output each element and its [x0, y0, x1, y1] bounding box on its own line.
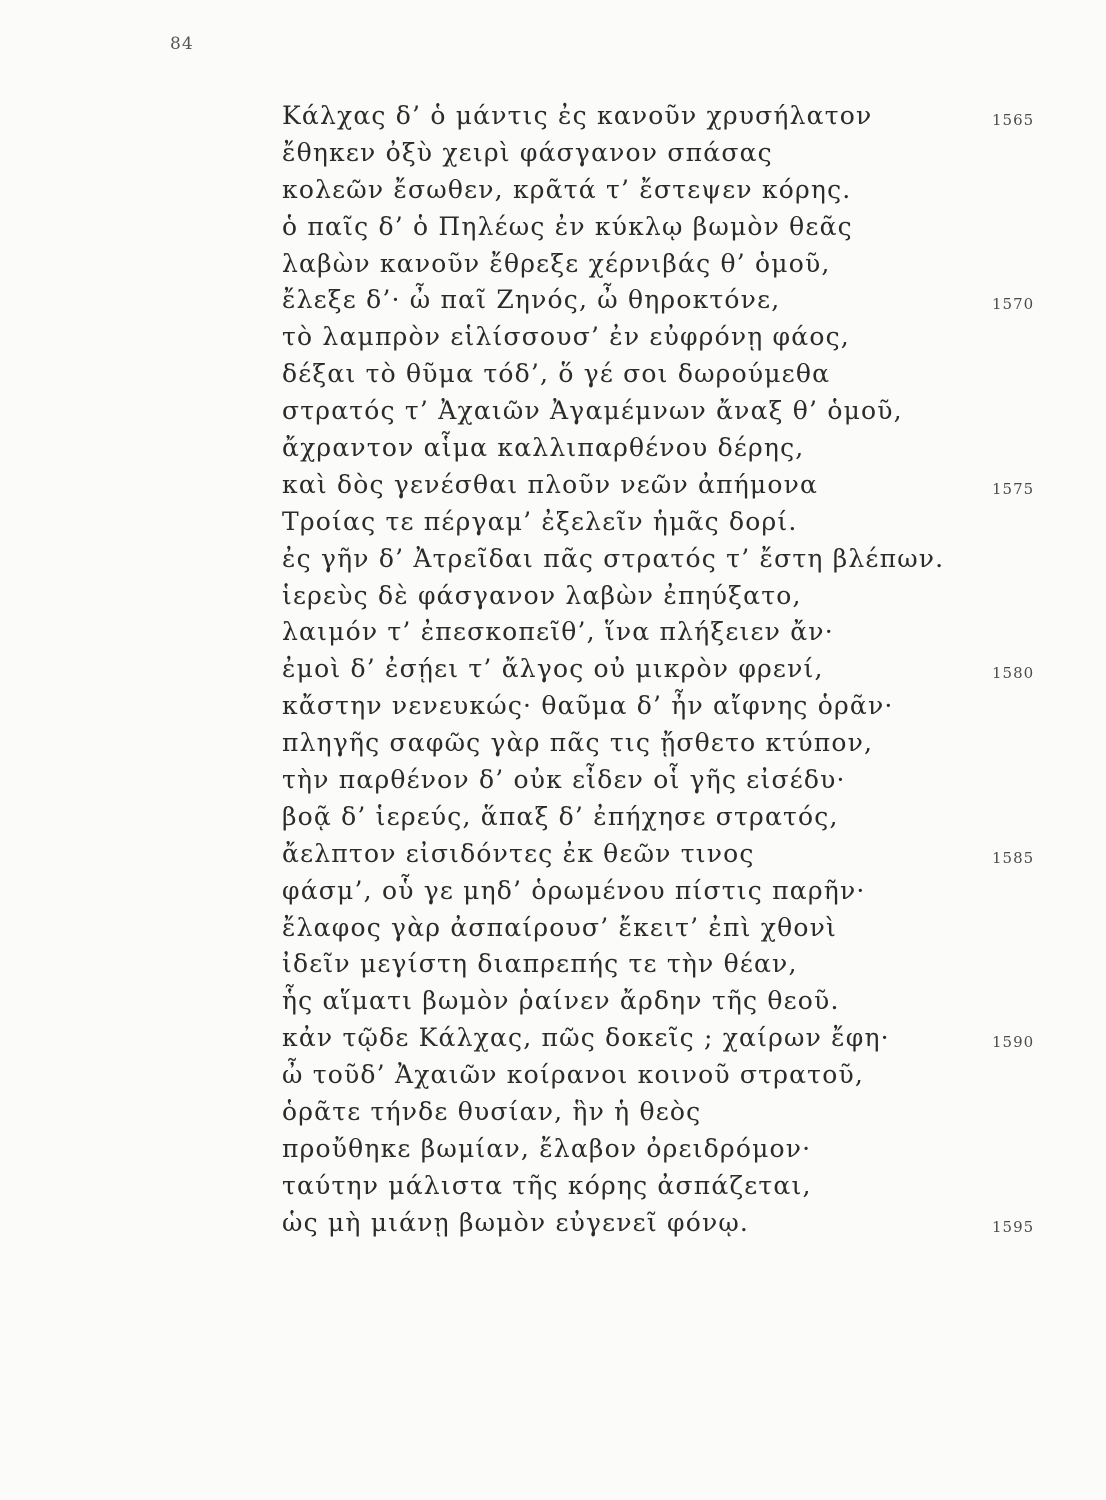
verse-text: Τροίας τε πέργαμ’ ἐξελεῖν ἡμᾶς δορί. [282, 506, 798, 536]
verse-text: ὁ παῖς δ’ ὁ Πηλέως ἐν κύκλῳ βωμὸν θεᾶς [282, 211, 853, 241]
verse-text: ἔλεξε δ’· ὦ παῖ Ζηνός, ὦ θηροκτόνε, [282, 285, 781, 315]
verse-text: τὴν παρθένον δ’ οὐκ εἶδεν οἷ γῆς εἰσέδυ· [282, 765, 846, 795]
verse-line [282, 319, 1082, 356]
verse-line [282, 1131, 1082, 1168]
verse-text: προὔθηκε βωμίαν, ἔλαβον ὀρειδρόμον· [282, 1133, 812, 1163]
verse-line [282, 172, 1082, 209]
page-number: 84 [170, 34, 194, 54]
verse-line [282, 1020, 1082, 1057]
verse-line [282, 246, 1082, 283]
verse-text: ἔλαφος γὰρ ἀσπαίρουσ’ ἔκειτ’ ἐπὶ χθονὶ [282, 912, 838, 942]
line-number: 1570 [992, 295, 1035, 314]
verse-text: ταύτην μάλιστα τῆς κόρης ἀσπάζεται, [282, 1170, 812, 1200]
verse-line [282, 651, 1082, 688]
verse-line [282, 1168, 1082, 1205]
verse-text: κολεῶν ἔσωθεν, κρᾶτά τ’ ἔστεψεν κόρης. [282, 174, 852, 204]
verse-line [282, 762, 1082, 799]
verse-line [282, 946, 1082, 983]
verse-line [282, 614, 1082, 651]
verse-line [282, 430, 1082, 467]
verse-text: ὦ τοῦδ’ Ἀχαιῶν κοίρανοι κοινοῦ στρατοῦ, [282, 1060, 865, 1090]
verse-line [282, 467, 1082, 504]
verse-text: βοᾷ δ’ ἱερεύς, ἅπαξ δ’ ἐπήχησε στρατός, [282, 801, 839, 831]
verse-text: πληγῆς σαφῶς γὰρ πᾶς τις ᾔσθετο κτύπον, [282, 728, 874, 758]
line-number: 1575 [992, 479, 1035, 498]
verse-line [282, 356, 1082, 393]
verse-text: τὸ λαμπρὸν εἱλίσσουσ’ ἐν εὐφρόνῃ φάος, [282, 322, 850, 352]
verse-text: ἄελπτον εἰσιδόντες ἐκ θεῶν τινος [282, 838, 755, 868]
verse-text: ἔθηκεν ὀξὺ χειρὶ φάσγανον σπάσας [282, 137, 773, 167]
verse-text: Κάλχας δ’ ὁ μάντις ἐς κανοῦν χρυσήλατον [282, 101, 873, 130]
verse-line [282, 393, 1082, 430]
line-number: 1590 [992, 1033, 1035, 1052]
verse-line [282, 541, 1082, 578]
verse-text: ἐμοὶ δ’ ἐσῄει τ’ ἄλγος οὐ μικρὸν φρενί, [282, 654, 824, 684]
verse-line [282, 282, 1082, 319]
poem-text [282, 98, 1082, 1242]
verse-line [282, 983, 1082, 1020]
verse-line [282, 873, 1082, 910]
verse-line [282, 1057, 1082, 1094]
verse-text: κἄστην νενευκώς· θαῦμα δ’ ἦν αἴφνης ὁρᾶν· [282, 691, 894, 721]
verse-line [282, 688, 1082, 725]
verse-line [282, 98, 1082, 135]
verse-text: ἐς γῆν δ’ Ἀτρεῖδαι πᾶς στρατός τ’ ἔστη βλέπων. [282, 543, 945, 573]
verse-text: ἧς αἵματι βωμὸν ῥαίνεν ἄρδην τῆς θεοῦ. [282, 986, 840, 1016]
line-number: 1580 [992, 664, 1035, 683]
verse-text: κἀν τῷδε Κάλχας, πῶς δοκεῖς ; χαίρων ἔφη· [282, 1023, 890, 1053]
verse-text: ἄχραντον αἷμα καλλιπαρθένου δέρης, [282, 433, 805, 463]
verse-line [282, 910, 1082, 947]
verse-text: ὡς μὴ μιάνῃ βωμὸν εὐγενεῖ φόνῳ. [282, 1207, 750, 1237]
verse-text: λαβὼν κανοῦν ἔθρεξε χέρνιβάς θ’ ὁμοῦ, [282, 248, 831, 278]
verse-line [282, 1205, 1082, 1242]
verse-text: φάσμ’, οὗ γε μηδ’ ὁρωμένου πίστις παρῆν· [282, 875, 866, 905]
line-number: 1595 [992, 1217, 1035, 1236]
verse-line [282, 836, 1082, 873]
verse-line [282, 209, 1082, 246]
verse-text: λαιμόν τ’ ἐπεσκοπεῖθ’, ἵνα πλήξειεν ἄν· [282, 617, 834, 647]
verse-text: στρατός τ’ Ἀχαιῶν Ἀγαμέμνων ἄναξ θ’ ὁμοῦ, [282, 396, 903, 426]
verse-line [282, 135, 1082, 172]
verse-text: ὁρᾶτε τήνδε θυσίαν, ἣν ἡ θεὸς [282, 1097, 702, 1127]
verse-line [282, 504, 1082, 541]
line-number: 1565 [992, 111, 1035, 129]
line-number: 1585 [992, 848, 1035, 867]
verse-line [282, 578, 1082, 615]
verse-text: ἱερεὺς δὲ φάσγανον λαβὼν ἐπηύξατο, [282, 580, 802, 610]
verse-text: καὶ δὸς γενέσθαι πλοῦν νεῶν ἀπήμονα [282, 469, 819, 499]
verse-line [282, 1094, 1082, 1131]
verse-text: ἰδεῖν μεγίστη διαπρεπής τε τὴν θέαν, [282, 949, 798, 979]
verse-line [282, 799, 1082, 836]
verse-line [282, 725, 1082, 762]
verse-text: δέξαι τὸ θῦμα τόδ’, ὅ γέ σοι δωρούμεθα [282, 359, 831, 389]
